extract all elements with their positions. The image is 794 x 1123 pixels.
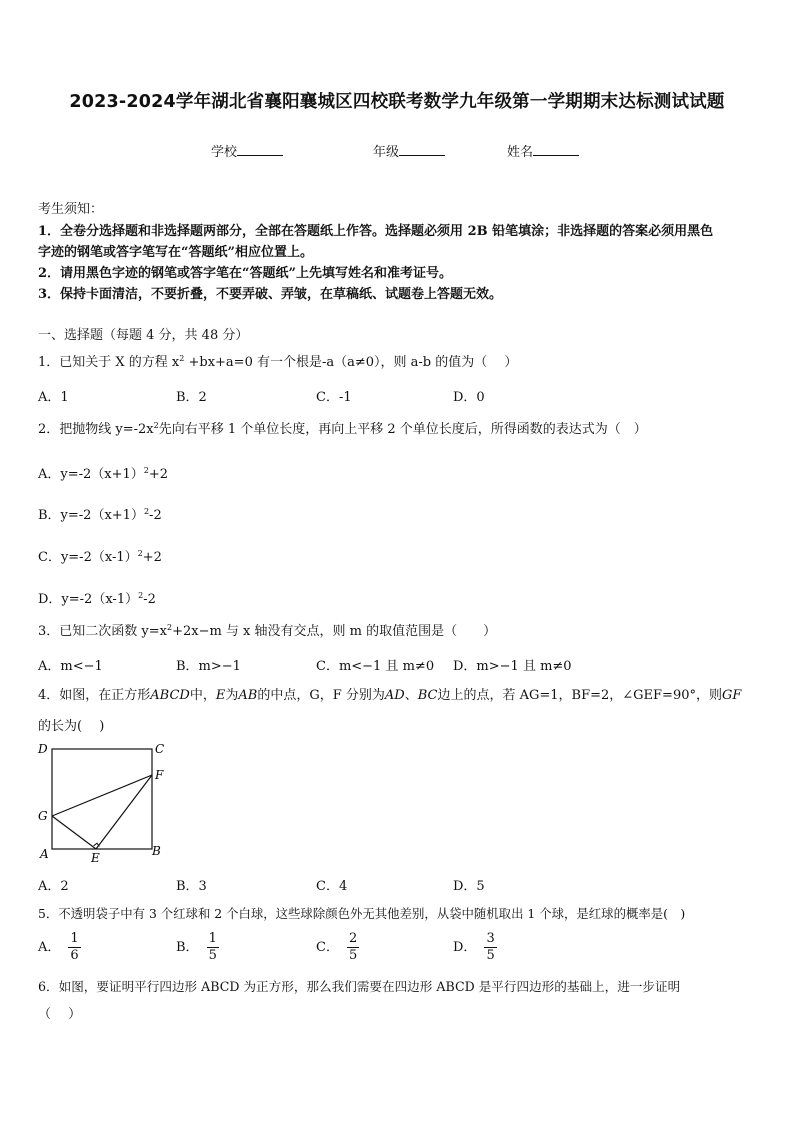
label-b: B [152, 844, 161, 858]
grade-blank [399, 143, 445, 156]
page-title: 2023-2024学年湖北省襄阳襄城区四校联考数学九年级第一学期期末达标测试试题 [69, 92, 725, 112]
q4-option-c: C．4 [316, 879, 348, 894]
segment-ge [52, 816, 96, 849]
q3-option-b: B．m>−1 [176, 659, 241, 674]
q2-sup: 2 [153, 421, 159, 430]
name-blank [533, 143, 579, 156]
q1-option-d: D．0 [453, 390, 485, 405]
q3-sup: 2 [166, 623, 173, 632]
grade-field [373, 141, 445, 160]
q2-option-b: B．$y=-2(x+1)^2-2$ [38, 507, 162, 523]
label-d: D [38, 742, 48, 756]
q3-text-b: +2x−m 与 x 轴没有交点，则 m 的取值范围是（ ） [172, 624, 497, 639]
question-2 [38, 419, 647, 441]
q3-option-d: D．m>−1 且 m≠0 [453, 659, 572, 674]
q2-text-b: 先向右平移 1 个单位长度，再向上平移 2 个单位长度后，所得函数的表达式为（ ） [158, 422, 647, 437]
name-field [507, 141, 579, 160]
q5-option-d: D． $\frac{3}{5}$ [453, 931, 495, 963]
name-label: 姓名 [507, 145, 534, 160]
notice-line-1a: 1．全卷分选择题和非选择题两部分，全部在答题纸上作答。选择题必须用 2B 铅笔填涂；非选择题的答案必须用黑色 [38, 224, 714, 239]
school-field [211, 141, 283, 160]
label-g: G [38, 809, 48, 823]
notice-line-3: 3．保持卡面清洁，不要折叠，不要弄破、弄皱，在草稿纸、试题卷上答题无效。 [38, 287, 503, 302]
q4-figure [34, 740, 174, 868]
label-a: A [40, 847, 49, 861]
label-c: C [155, 742, 165, 756]
square-abcd [52, 749, 152, 849]
q1-sup: 2 [179, 354, 185, 363]
notice-heading: 考生须知： [38, 202, 104, 217]
right-angle-mark [94, 843, 100, 846]
school-label: 学校 [211, 145, 238, 160]
q5-option-a: A． $\frac{1}{6}$ [38, 931, 79, 963]
q2-option-c: C．$y=-2(x-1)^2+2$ [38, 549, 162, 565]
q4-option-a: A．2 [38, 879, 69, 894]
question-4-line-2: 的长为( ) [38, 719, 105, 734]
q1-text-a: 1．已知关于 X 的方程 x [38, 355, 180, 370]
question-4: 4．如图，在正方形ABCD中，E为AB的中点，G，F 分别为AD、BC边上的点，若 AG=1，BF=2，∠GEF=90°，则GF [38, 688, 742, 703]
q2-text-a: 2．把抛物线 y=-2x [38, 422, 154, 437]
question-1 [38, 352, 517, 374]
question-5: 5．不透明袋子中有 3 个红球和 2 个白球，这些球除颜色外无其他差别，从袋中随机取出 1 个球，是红球的概率是( ) [38, 906, 686, 921]
section-heading: 一、选择题（每题 4 分，共 48 分） [38, 328, 249, 343]
school-blank [237, 143, 283, 156]
q3-option-a: A．m<−1 [38, 659, 103, 674]
q1-option-a: A．1 [38, 390, 69, 405]
q4-option-b: B．3 [176, 879, 207, 894]
q2-option-d: D．$y=-2(x-1)^2-2$ [38, 591, 156, 607]
q4-option-d: D．5 [453, 879, 485, 894]
q1-option-b: B．2 [176, 390, 207, 405]
q3-option-c: C．m<−1 且 m≠0 [316, 659, 435, 674]
question-6-line-2: （ ） [38, 1007, 82, 1022]
label-e: E [91, 851, 100, 865]
q5-option-b: B． $\frac{1}{5}$ [176, 931, 217, 963]
q3-text-a: 3．已知二次函数 y=x [38, 624, 167, 639]
question-3 [38, 621, 496, 643]
notice-line-1b: 字迹的钢笔或答字笔写在“答题纸”相应位置上。 [38, 245, 313, 260]
notice-line-2: 2．请用黑色字迹的钢笔或答字笔在“答题纸”上先填写姓名和准考证号。 [38, 266, 453, 281]
q2-option-a: A．$y=-2(x+1)^2+2$ [38, 466, 169, 482]
grade-label: 年级 [373, 145, 400, 160]
question-6: 6．如图，要证明平行四边形 ABCD 为正方形，那么我们需要在四边形 ABCD 是平行四边形的基础上，进一步证明 [38, 979, 681, 994]
q1-option-c: C．-1 [316, 390, 352, 405]
label-f: F [155, 768, 164, 782]
q1-text-b: +bx+a=0 有一个根是-a（a≠0），则 a-b 的值为（ ） [184, 355, 518, 370]
q5-option-c: C． $\frac{2}{5}$ [316, 931, 358, 963]
